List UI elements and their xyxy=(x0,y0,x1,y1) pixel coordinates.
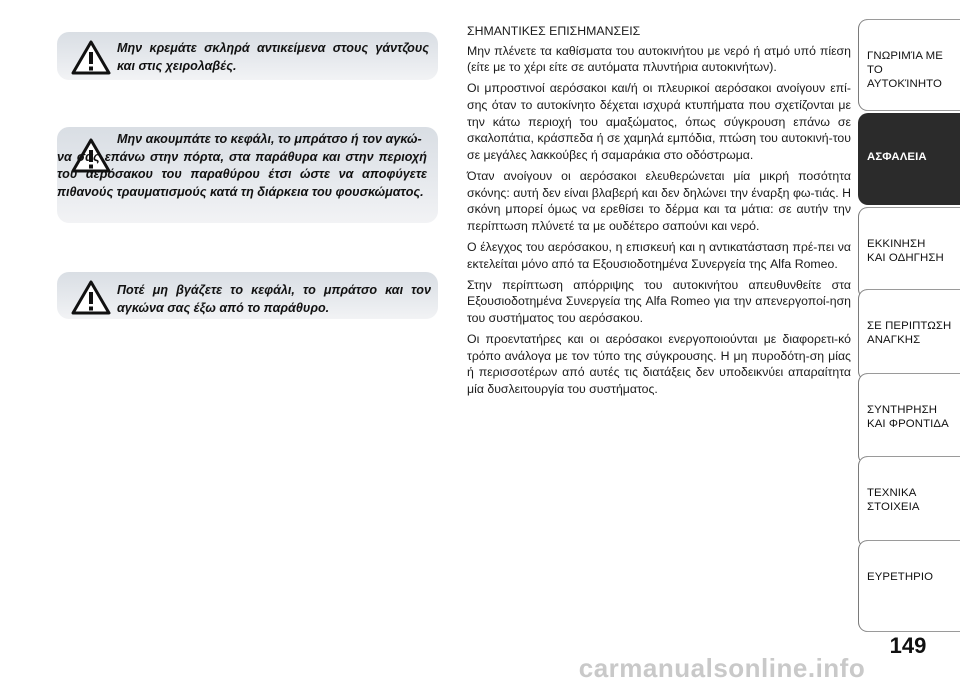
paragraph: Όταν ανοίγουν οι αερόσακοι ελευθερώνεται μία μικρή ποσότητα σκόνης: αυτή δεν είναι βλαβερή και δεν δηλώνει την έναρξη φω-τιάς. Η σκόνη μπορεί όμως να ερεθίσει το δέρμα και τα μάτια: σε αυτήν την περίπτωση πλύνετέ τα με ουδέτερο σαπούνι και νερό. xyxy=(467,168,851,233)
warning-triangle-icon xyxy=(71,40,111,76)
warning-text-rest: να σας επάνω στην πόρτα, στα παράθυρα και στην περιοχή του αερόσακου του παραθύρου έτσι ώστε να αποφύγετε πιθανούς τραυματισμούς κατά τη διάρκεια του φουσκώματος. xyxy=(57,149,427,199)
warning-text-first-line: Μην ακουμπάτε το κεφάλι, το μπράτσο ή τον αγκώ- xyxy=(117,132,422,146)
tab-starting-driving[interactable] xyxy=(858,207,960,299)
warning-triangle-icon xyxy=(71,280,111,316)
watermark: carmanualsonline.info xyxy=(578,653,866,683)
warning-box-window xyxy=(57,272,438,319)
tab-label: ΓΝΩΡΙΜΊΑ ΜΕ ΤΟ ΑΥΤΟΚΊΝΗΤΟ xyxy=(867,50,943,90)
tab-label: ΕΥΡΕΤΗΡΙΟ xyxy=(867,571,934,583)
paragraph: Οι μπροστινοί αερόσακοι και/ή οι πλευρικοί αερόσακοι ανοίγουν επί-σης όταν το αυτοκίνητο δέχεται ισχυρά κτυπήματα που σχετίζονται με την κάτω περιοχή του αμαξώματος, όπως σύγκρουση επάνω σε σκαλοπάτια, κράσπεδα ή σε χαμηλά εμπόδια, πτώση του αυτοκινή-του σε μεγάλες λακκούβες ή σαμαράκια στο οδόστρωμα. xyxy=(467,81,851,162)
page-number: 149 xyxy=(889,633,927,658)
paragraph: Οι προεντατήρες και οι αερόσακοι ενεργοποιούνται με διαφορετι-κό τρόπο ανάλογα με τον τύπο της σύγκρουσης. Η μη πυροδότη-ση μίας ή περισσοτέρων από αυτές τις διατάξεις δεν υποδεικνύει απαραίτητα μία δυσλειτουργία του συστήματος. xyxy=(467,332,851,396)
warning-box-head-arm-door xyxy=(57,127,438,223)
tab-technical-data[interactable] xyxy=(858,456,960,548)
section-heading: ΣΗΜΑΝΤΙΚΕΣ ΕΠΙΣΗΜΑΝΣΕΙΣ xyxy=(467,24,641,38)
warning-text xyxy=(57,131,427,201)
tab-label: ΕΚΚΙΝΗΣΗ ΚΑΙ ΟΔΗΓΗΣΗ xyxy=(867,238,944,264)
tab-label: ΑΣΦΑΛΕΙΑ xyxy=(867,151,927,163)
warning-text: Μην κρεμάτε σκληρά αντικείμενα στους γάντζους και στις χειρολαβές. xyxy=(117,41,429,73)
warning-box-hooks xyxy=(57,32,438,80)
tab-index[interactable] xyxy=(858,540,960,632)
paragraph: Στην περίπτωση απόρριψης του αυτοκινήτου απευθυνθείτε στα Εξουσιοδοτημένα Συνεργεία της Alfa Romeo για την απενεργοποί-ηση του συστήματος του αερόσακου. xyxy=(467,277,851,325)
tab-label: ΣΥΝΤΗΡΗΣΗ ΚΑΙ ΦΡΟΝΤΙΔΑ xyxy=(867,404,949,430)
tab-maintenance-care[interactable] xyxy=(858,373,960,465)
tab-emergency[interactable] xyxy=(858,289,960,381)
main-text-column xyxy=(467,23,851,402)
tab-getting-to-know[interactable] xyxy=(858,19,960,111)
tab-label: ΣΕ ΠΕΡΙΠΤΩΣΗ ΑΝΑΓΚΗΣ xyxy=(867,320,952,346)
tab-label: ΤΕΧΝΙΚΑ ΣΤΟΙΧΕΙΑ xyxy=(867,487,920,513)
section-tabs xyxy=(858,0,960,677)
tab-safety[interactable] xyxy=(858,113,960,205)
paragraph: Μην πλένετε τα καθίσματα του αυτοκινήτου με νερό ή ατμό υπό πίεση (είτε με το χέρι είτε σε αυτόματα πλυντήρια αυτοκινήτων). xyxy=(467,43,851,75)
paragraph: Ο έλεγχος του αερόσακου, η επισκευή και η αντικατάσταση πρέ-πει να εκτελείται μόνο από τα Εξουσιοδοτημένα Συνεργεία της Alfa Romeo. xyxy=(467,239,851,271)
warning-text: Ποτέ μη βγάζετε το κεφάλι, το μπράτσο και τον αγκώνα σας έξω από το παράθυρο. xyxy=(117,283,431,315)
